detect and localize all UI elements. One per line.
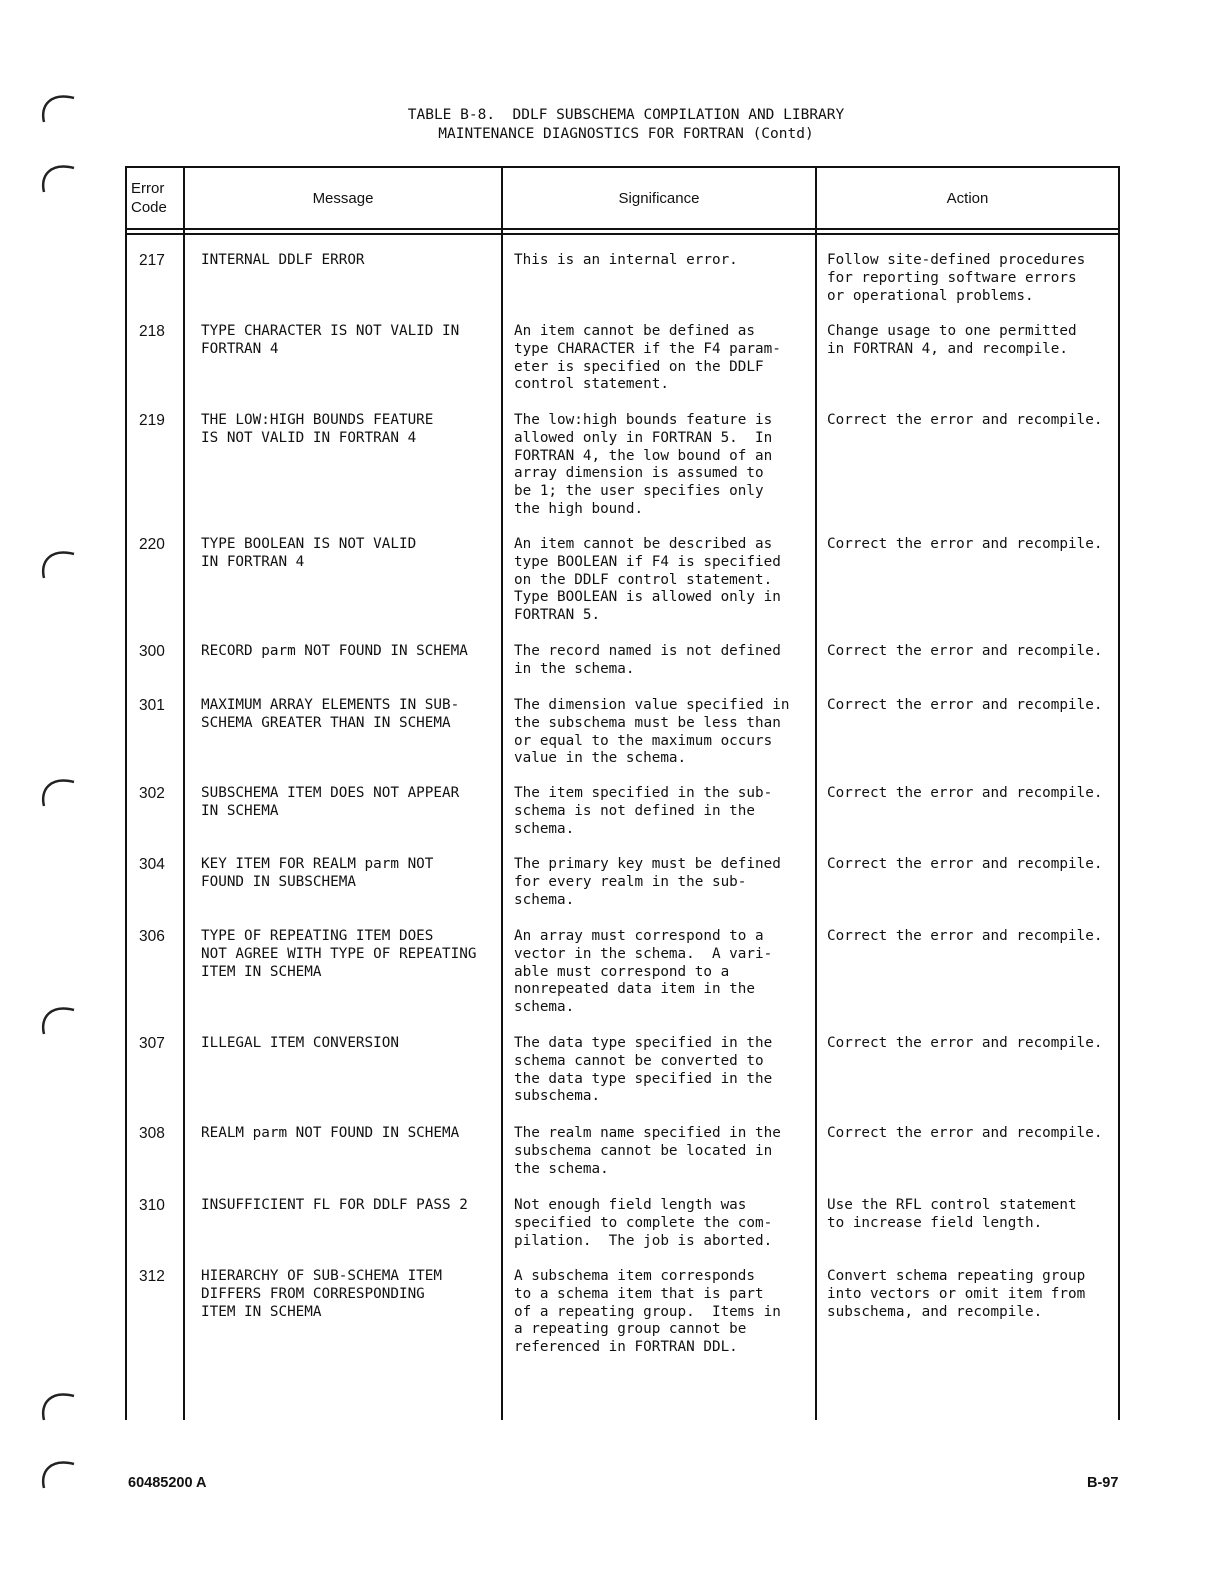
action-cell: Correct the error and recompile. (827, 412, 1103, 428)
action-cell: Correct the error and recompile. (827, 643, 1103, 659)
action-cell: Follow site-defined procedures for reporting software errors or operational problems. (827, 252, 1086, 304)
error-code: 300 (139, 643, 165, 660)
header-error-code: Error Code (131, 180, 167, 216)
error-code: 310 (139, 1197, 165, 1214)
significance-cell: The realm name specified in the subschema cannot be located in the schema. (514, 1125, 781, 1177)
action-cell: Correct the error and recompile. (827, 928, 1103, 944)
significance-cell: The primary key must be defined for every realm in the sub- schema. (514, 856, 781, 908)
action-cell: Correct the error and recompile. (827, 697, 1103, 713)
binder-hole-mark (34, 998, 80, 1038)
error-code: 308 (139, 1125, 165, 1142)
table-title (0, 106, 1220, 144)
message-cell: SUBSCHEMA ITEM DOES NOT APPEAR IN SCHEMA (201, 785, 460, 819)
document-number: 60485200 A (128, 1475, 207, 1491)
significance-cell: An array must correspond to a vector in the schema. A vari- able must correspond to a nonrepeated data item in the schema. (514, 928, 773, 1016)
action-cell: Use the RFL control statement to increase field length. (827, 1197, 1077, 1231)
error-code: 312 (139, 1268, 165, 1285)
significance-cell: The data type specified in the schema cannot be converted to the data type specified in the subschema. (514, 1035, 773, 1105)
message-cell: INTERNAL DDLF ERROR (201, 252, 365, 268)
message-cell: REALM parm NOT FOUND IN SCHEMA (201, 1125, 460, 1141)
message-cell: MAXIMUM ARRAY ELEMENTS IN SUB- SCHEMA GREATER THAN IN SCHEMA (201, 697, 460, 731)
column-rule (501, 166, 503, 1420)
error-code: 307 (139, 1035, 165, 1052)
action-cell: Correct the error and recompile. (827, 1125, 1103, 1141)
error-code: 306 (139, 928, 165, 945)
binder-hole-mark (34, 1384, 80, 1424)
header-action: Action (946, 189, 989, 207)
significance-cell: The record named is not defined in the schema. (514, 643, 781, 677)
binder-hole-mark (34, 1452, 80, 1492)
error-code: 219 (139, 412, 165, 429)
table-title-line-1: TABLE B-8. DDLF SUBSCHEMA COMPILATION AND LIBRARY (407, 107, 845, 123)
action-cell: Change usage to one permitted in FORTRAN 4, and recompile. (827, 323, 1077, 357)
column-rule (183, 166, 185, 1420)
binder-hole-mark (34, 770, 80, 810)
diagnostics-table (125, 166, 1120, 1420)
error-code: 301 (139, 697, 165, 714)
error-code: 304 (139, 856, 165, 873)
header-significance: Significance (618, 189, 700, 207)
column-rule (815, 166, 817, 1420)
message-cell: INSUFFICIENT FL FOR DDLF PASS 2 (201, 1197, 468, 1213)
action-cell: Correct the error and recompile. (827, 1035, 1103, 1051)
header-message: Message (312, 189, 374, 207)
message-cell: ILLEGAL ITEM CONVERSION (201, 1035, 399, 1051)
message-cell: HIERARCHY OF SUB-SCHEMA ITEM DIFFERS FROM CORRESPONDING ITEM IN SCHEMA (201, 1268, 443, 1320)
page-number: B-97 (1087, 1475, 1119, 1491)
message-cell: KEY ITEM FOR REALM parm NOT FOUND IN SUBSCHEMA (201, 856, 434, 890)
error-code: 218 (139, 323, 165, 340)
significance-cell: This is an internal error. (514, 252, 738, 268)
message-cell: TYPE OF REPEATING ITEM DOES NOT AGREE WITH TYPE OF REPEATING ITEM IN SCHEMA (201, 928, 477, 980)
column-rule (1118, 166, 1120, 1420)
action-cell: Correct the error and recompile. (827, 536, 1103, 552)
significance-cell: Not enough field length was specified to complete the com- pilation. The job is aborted. (514, 1197, 773, 1249)
binder-hole-mark (34, 156, 80, 196)
action-cell: Correct the error and recompile. (827, 856, 1103, 872)
binder-hole-mark (34, 542, 80, 582)
table-title-line-2: MAINTENANCE DIAGNOSTICS FOR FORTRAN (Contd) (438, 126, 814, 142)
header-rule-lower (125, 233, 1120, 235)
significance-cell: An item cannot be described as type BOOLEAN if F4 is specified on the DDLF control statement. Type BOOLEAN is allowed only in FORTRAN 5. (514, 536, 781, 624)
message-cell: TYPE CHARACTER IS NOT VALID IN FORTRAN 4 (201, 323, 460, 357)
significance-cell: A subschema item corresponds to a schema item that is part of a repeating group. Items in a repeating group cannot be referenced in FORTRAN DDL. (514, 1268, 781, 1356)
action-cell: Correct the error and recompile. (827, 785, 1103, 801)
significance-cell: The dimension value specified in the subschema must be less than or equal to the maximum occurs value in the schema. (514, 697, 790, 767)
column-rule (125, 166, 127, 1420)
significance-cell: The low:high bounds feature is allowed only in FORTRAN 5. In FORTRAN 4, the low bound of an array dimension is assumed to be 1; the user specifies only the high bound. (514, 412, 773, 517)
significance-cell: The item specified in the sub- schema is not defined in the schema. (514, 785, 773, 837)
message-cell: TYPE BOOLEAN IS NOT VALID IN FORTRAN 4 (201, 536, 417, 570)
error-code: 302 (139, 785, 165, 802)
significance-cell: An item cannot be defined as type CHARACTER if the F4 param- eter is specified on the DDLF control statement. (514, 323, 781, 393)
message-cell: RECORD parm NOT FOUND IN SCHEMA (201, 643, 468, 659)
message-cell: THE LOW:HIGH BOUNDS FEATURE IS NOT VALID IN FORTRAN 4 (201, 412, 434, 446)
action-cell: Convert schema repeating group into vectors or omit item from subschema, and recompile. (827, 1268, 1086, 1320)
error-code: 220 (139, 536, 165, 553)
error-code: 217 (139, 252, 165, 269)
